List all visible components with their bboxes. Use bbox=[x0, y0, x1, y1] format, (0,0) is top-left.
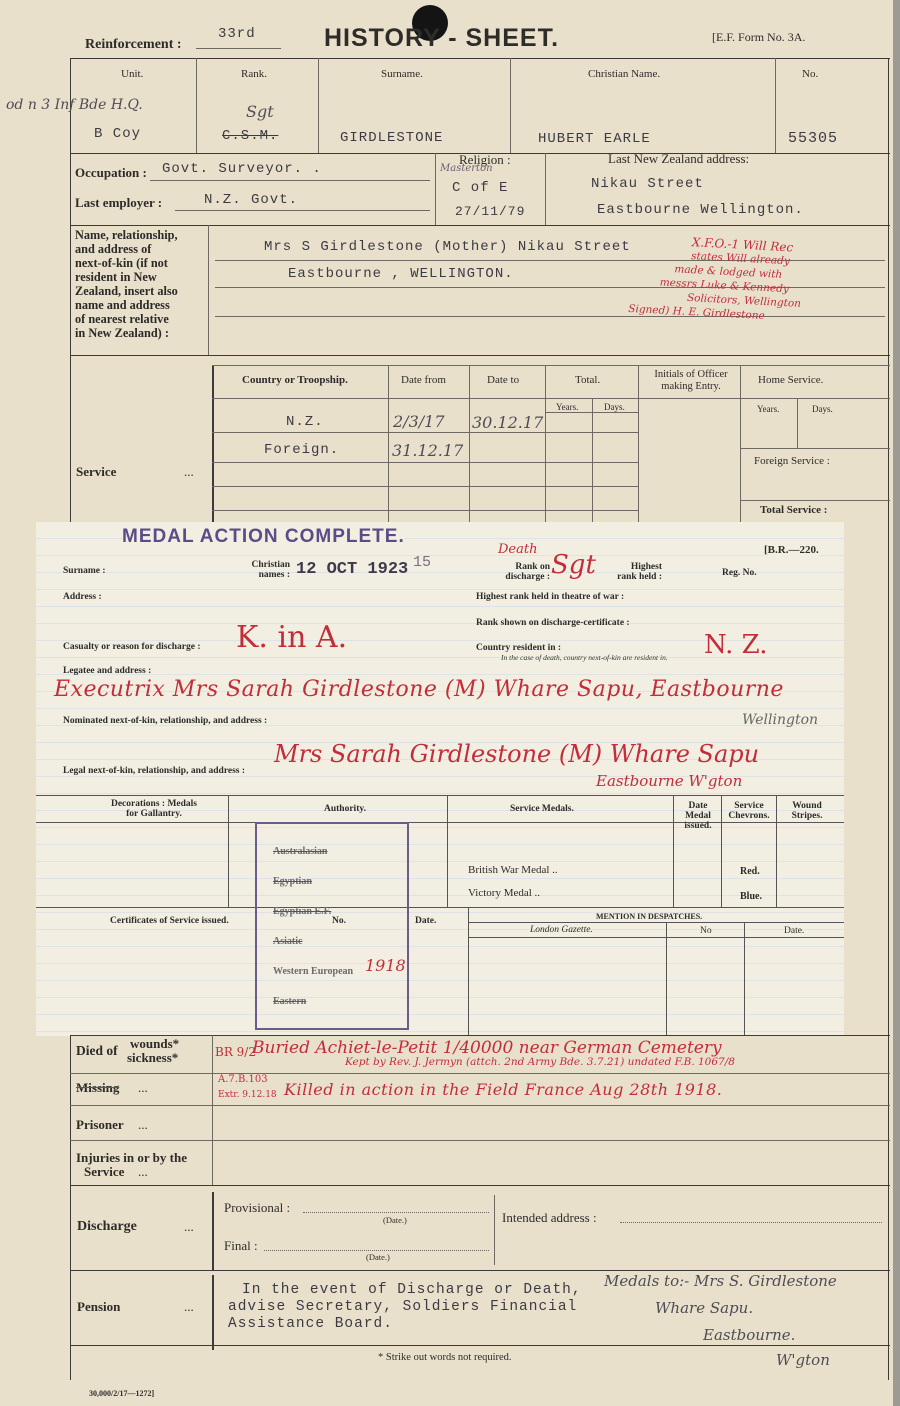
died-value2: Kept by Rev. J. Jermyn (attch. 2nd Army Bde. 3.7.21) undated F.B. 1067/8 bbox=[345, 1056, 735, 1068]
injuries-dots: ... bbox=[138, 1164, 148, 1179]
home-days-header: Days. bbox=[812, 404, 833, 414]
legatee-value: Executrix Mrs Sarah Girdlestone (M) Whare Sapu, Eastbourne bbox=[54, 677, 784, 702]
missing-label: Missing bbox=[76, 1080, 120, 1095]
page-title: HISTORY - SHEET. bbox=[324, 24, 560, 52]
nok-line1: Mrs S Girdlestone (Mother) Nikau Street bbox=[264, 239, 631, 255]
casualty-value: K. in A. bbox=[236, 620, 348, 655]
nominated-nok-label: Nominated next-of-kin, relationship, and address : bbox=[63, 716, 268, 726]
london-gazette-label: London Gazette. bbox=[530, 925, 593, 935]
missing-value: Killed in action in the Field France Aug 28th 1918. bbox=[284, 1080, 723, 1099]
legal-nok-value2: Eastbourne W'gton bbox=[596, 772, 743, 790]
address-label: Last New Zealand address: bbox=[608, 151, 750, 166]
service-medals-label: Service Medals. bbox=[510, 804, 574, 814]
service-number: 55305 bbox=[788, 130, 839, 147]
unit-header: Unit. bbox=[121, 68, 144, 80]
discharge-dots: ... bbox=[184, 1219, 194, 1234]
legatee-label: Legatee and address : bbox=[63, 666, 152, 676]
pension-dots: ... bbox=[184, 1299, 194, 1314]
religion-note: Masterton bbox=[440, 163, 493, 174]
no-header: No. bbox=[802, 68, 819, 80]
wound-stripes-label: Wound Stripes. bbox=[791, 801, 823, 821]
died-wounds: wounds* bbox=[130, 1036, 180, 1051]
rank-header: Rank. bbox=[241, 68, 267, 80]
total-header: Total. bbox=[575, 374, 601, 386]
certificate-rank-label: Rank shown on discharge-certificate : bbox=[476, 618, 630, 628]
chevrons-label: Service Chevrons. bbox=[728, 801, 770, 821]
missing-dots: ... bbox=[138, 1080, 148, 1095]
will-note: X.F.O.-1 Will Rec states Will already made & lodged with messrs Luke & Kennedy Solicitors, Wellington Signed) H. E. Girdlestone bbox=[628, 235, 802, 323]
years-header: Years. bbox=[556, 402, 579, 412]
print-code: 30,000/2/17—1272] bbox=[89, 1389, 155, 1398]
country-resident-label: Country resident in : bbox=[476, 643, 562, 653]
intended-address-label: Intended address : bbox=[502, 1210, 597, 1225]
days-header: Days. bbox=[604, 402, 625, 412]
employer-value: N.Z. Govt. bbox=[204, 192, 299, 208]
rank-value: Sgt bbox=[551, 550, 596, 580]
card-address-label: Address : bbox=[63, 592, 102, 602]
medals-note-line3: Eastbourne. bbox=[703, 1326, 796, 1344]
home-years-header: Years. bbox=[757, 404, 780, 414]
despatches-label: MENTION IN DESPATCHES. bbox=[596, 912, 703, 921]
service-row2-country: Foreign. bbox=[264, 442, 340, 458]
medal-card bbox=[36, 522, 844, 1036]
medals-note-line2: Whare Sapu. bbox=[655, 1299, 754, 1317]
chevron-blue: Blue. bbox=[740, 891, 762, 902]
occupation-value: Govt. Surveyor. . bbox=[162, 161, 322, 177]
strike-note: * Strike out words not required. bbox=[378, 1352, 512, 1363]
despatch-no-label: No bbox=[700, 926, 712, 936]
rank-new: Sgt bbox=[246, 102, 274, 121]
cert-no-label: No. bbox=[332, 916, 346, 926]
despatch-date-label: Date. bbox=[784, 926, 805, 936]
medal-action-stamp: MEDAL ACTION COMPLETE. bbox=[122, 526, 405, 547]
casualty-label: Casualty or reason for discharge : bbox=[63, 642, 201, 652]
address-line2: Eastbourne Wellington. bbox=[597, 202, 804, 218]
injuries-label2: Service bbox=[84, 1164, 125, 1179]
surname-header: Surname. bbox=[381, 68, 423, 80]
religion-date: 27/11/79 bbox=[455, 204, 526, 219]
legal-nok-label: Legal next-of-kin, relationship, and address : bbox=[63, 766, 246, 776]
rank-on-discharge-label: Rank on discharge : bbox=[505, 562, 550, 582]
service-dots: ... bbox=[184, 464, 194, 479]
country-resident-note: In the case of death, country next-of-kin are resident in. bbox=[501, 653, 668, 662]
country-resident-value: N. Z. bbox=[704, 630, 768, 660]
died-label: Died of bbox=[76, 1043, 118, 1058]
final-date: (Date.) bbox=[366, 1252, 390, 1262]
medals-note-line1: Medals to:- Mrs S. Girdlestone bbox=[604, 1272, 837, 1290]
reinforcement-value: 33rd bbox=[218, 26, 256, 42]
service-label: Service bbox=[76, 464, 117, 479]
employer-label: Last employer : bbox=[75, 195, 163, 210]
unit-line2: B Coy bbox=[94, 126, 142, 142]
date-to-header: Date to bbox=[487, 374, 520, 386]
unit-line1: od n 3 Inf Bde H.Q. bbox=[6, 97, 143, 113]
legal-nok-value: Mrs Sarah Girdlestone (M) Whare Sapu bbox=[274, 740, 760, 768]
service-row2-from: 31.12.17 bbox=[392, 441, 464, 460]
prisoner-label: Prisoner bbox=[76, 1117, 124, 1132]
missing-ref1: A.7.B.103 bbox=[218, 1074, 268, 1085]
nok-label: Name, relationship, and address of next-of-kin (if not resident in New Zealand, insert also name and address of nearest relative in New Zealand) : bbox=[75, 228, 178, 340]
prisoner-dots: ... bbox=[138, 1117, 148, 1132]
foreign-service-header: Foreign Service : bbox=[754, 455, 830, 467]
injuries-label1: Injuries in or by the bbox=[76, 1150, 187, 1165]
highest-rank-label: Highest rank held : bbox=[617, 562, 662, 582]
christian-header: Christian Name. bbox=[588, 68, 661, 80]
receipt-date-stamp: 12 OCT 1923 bbox=[296, 560, 409, 579]
died-ref: BR 9/2 bbox=[215, 1045, 256, 1059]
religion-label: Religion : bbox=[459, 152, 511, 167]
discharge-label: Discharge bbox=[77, 1219, 137, 1234]
final-label: Final : bbox=[224, 1238, 258, 1253]
form-number: [E.F. Form No. 3A. bbox=[712, 30, 806, 44]
rank-note: Death bbox=[498, 542, 538, 557]
provisional-date: (Date.) bbox=[383, 1215, 407, 1225]
religion-value: C of E bbox=[452, 180, 509, 196]
occupation-label: Occupation : bbox=[75, 165, 147, 180]
british-war-medal: British War Medal .. bbox=[468, 864, 558, 876]
total-service-header: Total Service : bbox=[760, 504, 828, 516]
chevron-red: Red. bbox=[740, 866, 760, 877]
cert-date-label: Date. bbox=[415, 916, 437, 926]
theatre-stamp: Australasian Egyptian Egyptian E.F. Asiatic Western European 1918 Eastern bbox=[255, 822, 409, 1030]
pension-line1: In the event of Discharge or Death, bbox=[242, 1282, 582, 1298]
pension-label: Pension bbox=[77, 1299, 121, 1314]
pension-line3: Assistance Board. bbox=[228, 1316, 393, 1332]
died-sickness: sickness* bbox=[127, 1050, 179, 1065]
reg-no-label: Reg. No. bbox=[722, 568, 757, 578]
nominated-nok-value: Wellington bbox=[742, 712, 819, 728]
reinforcement-label: Reinforcement : bbox=[85, 37, 182, 52]
decorations-label: Decorations : Medals for Gallantry. bbox=[110, 799, 197, 819]
provisional-label: Provisional : bbox=[224, 1200, 291, 1215]
pension-line2: advise Secretary, Soldiers Financial bbox=[228, 1299, 578, 1315]
card-christian-label: Christian names : bbox=[251, 560, 290, 580]
service-row1-country: N.Z. bbox=[286, 414, 324, 430]
surname-value: GIRDLESTONE bbox=[340, 130, 444, 146]
service-row1-from: 2/3/17 bbox=[393, 412, 445, 431]
nok-line2: Eastbourne , WELLINGTON. bbox=[288, 266, 514, 282]
stamp-tail: 15 bbox=[413, 554, 432, 571]
missing-ref2: Extr. 9.12.18 bbox=[218, 1090, 277, 1100]
rank-old: C.S.M. bbox=[222, 128, 279, 144]
card-surname-label: Surname : bbox=[63, 566, 106, 576]
certificates-label: Certificates of Service issued. bbox=[110, 916, 229, 926]
christian-value: HUBERT EARLE bbox=[538, 131, 651, 147]
authority-label: Authority. bbox=[324, 804, 366, 814]
address-line1: Nikau Street bbox=[591, 176, 704, 192]
date-issued-label: Date Medal issued. bbox=[684, 801, 712, 831]
card-form-number: [B.R.—220. bbox=[764, 544, 819, 556]
service-row1-to: 30.12.17 bbox=[472, 413, 544, 432]
died-value1: Buried Achiet-le-Petit 1/40000 near German Cemetery bbox=[252, 1038, 722, 1058]
victory-medal: Victory Medal .. bbox=[468, 887, 541, 899]
theatre-rank-label: Highest rank held in theatre of war : bbox=[476, 592, 625, 602]
home-service-header: Home Service. bbox=[758, 374, 824, 386]
date-from-header: Date from bbox=[401, 374, 446, 386]
initials-header: Initials of Officer making Entry. bbox=[654, 369, 728, 392]
medals-note-line4: W'gton bbox=[776, 1351, 830, 1369]
country-header: Country or Troopship. bbox=[242, 374, 348, 386]
